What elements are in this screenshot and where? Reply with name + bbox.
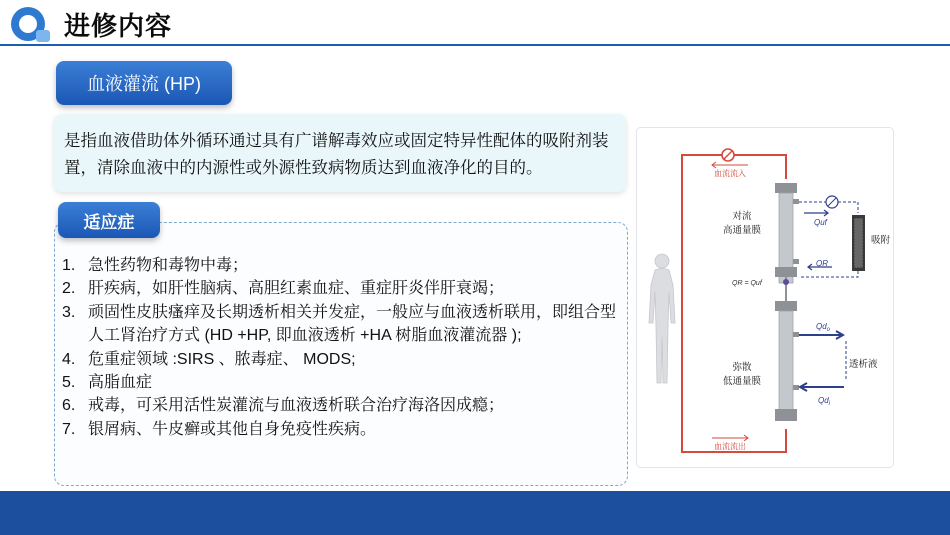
qd-out-label: $Qd_o$ — [816, 322, 831, 333]
list-item-number: 2. — [62, 280, 76, 298]
list-item — [62, 301, 618, 348]
footer-bar — [0, 491, 950, 535]
page-title: 进修内容 — [64, 11, 173, 41]
list-item — [62, 418, 618, 441]
adsorption-column — [852, 215, 865, 271]
description-box — [54, 114, 626, 192]
qd-in-label: $Qd_i$ — [818, 396, 831, 407]
list-item-text: 银屑病、牛皮癣或其他自身免疫性疾病。 — [88, 420, 377, 438]
convection-label-1: 对流 — [732, 211, 752, 222]
list-item-number: 6. — [62, 397, 76, 415]
list-item-number: 5. — [62, 374, 76, 392]
list-item-text: 高脂血症 — [88, 374, 153, 392]
blood-in-label: 血流流入 — [714, 169, 746, 178]
qr-equals-quf-label: QR = Quf — [732, 280, 762, 287]
quf-label: Quf — [814, 218, 827, 227]
list-item-text: 戒毒，可采用活性炭灌流与血液透析联合治疗海洛因成瘾； — [88, 397, 505, 415]
diffusion-label-1: 弥散 — [732, 362, 752, 373]
list-item — [62, 394, 618, 417]
list-item-number: 4. — [62, 350, 76, 368]
convection-label-2: 高通量膜 — [722, 225, 762, 236]
hp-section-tab: 血液灌流 (HP) — [56, 61, 232, 105]
list-item-text: 危重症领域 :SIRS 、脓毒症、 MODS; — [88, 350, 356, 368]
indications-tab: 适应症 — [58, 202, 160, 238]
adsorption-label: 吸附 — [871, 235, 891, 246]
list-item — [62, 254, 618, 277]
hemoperfusion-diagram — [636, 127, 894, 468]
list-item-number: 1. — [62, 257, 76, 274]
dialysate-label: 透析液 — [849, 359, 878, 370]
junction-point — [783, 279, 789, 285]
list-item — [62, 371, 618, 394]
list-item — [62, 277, 618, 300]
qr-label: QR — [816, 259, 828, 268]
list-item — [62, 348, 618, 371]
list-item-text: 肝疾病，如肝性脑病、高胆红素血症、重症肝炎伴肝衰竭； — [88, 280, 505, 298]
list-item-text: 急性药物和毒物中毒； — [88, 257, 249, 274]
blood-out-label: 血流流出 — [714, 442, 746, 451]
indications-list — [62, 254, 618, 441]
list-item-text: 顽固性皮肤瘙痒及长期透析相关并发症，一般应与血液透析联用，即组合型人工肾治疗方式 (HD +HP, 即血液透析 +HA 树脂血液灌流器 ); — [88, 303, 617, 345]
list-item-number: 3. — [62, 303, 76, 321]
header-divider — [0, 44, 950, 46]
description-text: 是指血液借助体外循环通过具有广谱解毒效应或固定特异性配体的吸附剂装置，清除血液中的内源性或外源性致病物质达到血液净化的目的。 — [64, 132, 609, 177]
diffusion-label-2: 低通量膜 — [722, 376, 762, 387]
logo-icon — [8, 4, 54, 44]
list-item-number: 7. — [62, 420, 76, 438]
